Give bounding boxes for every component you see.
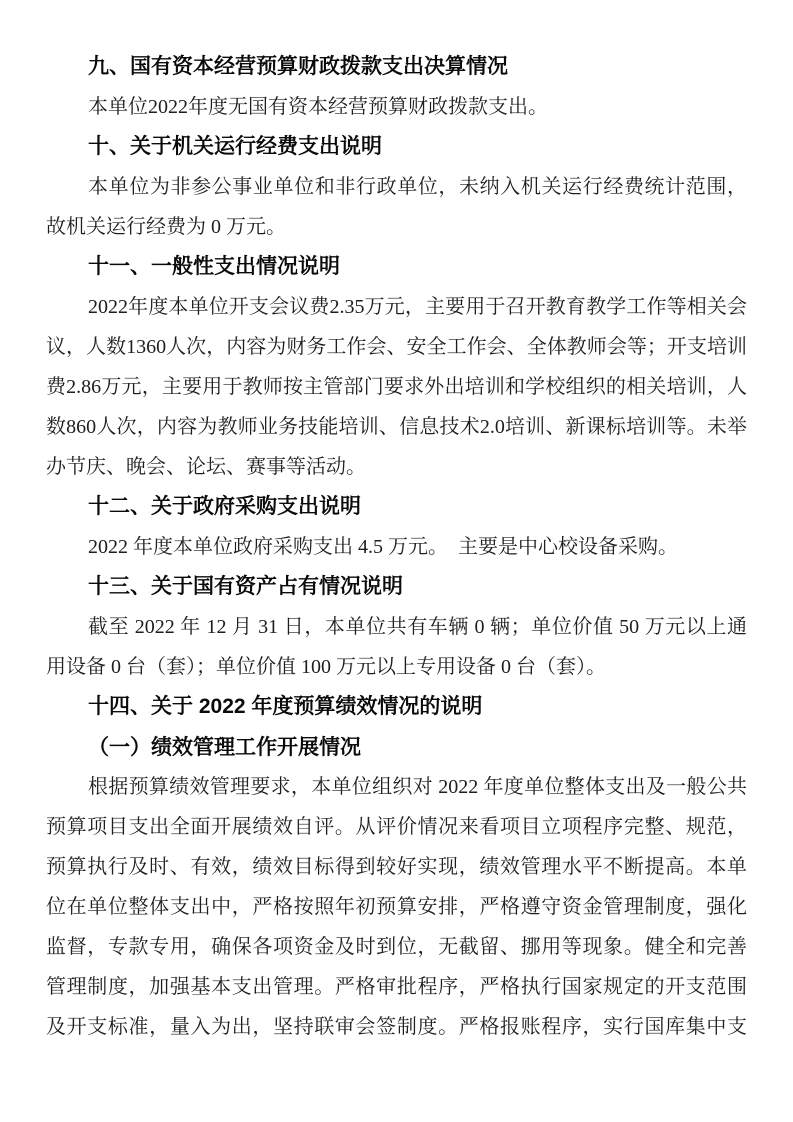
paragraph-line: 故机关运行经费为 0 万元。	[46, 216, 286, 238]
heading-section-13: 十三、关于国有资产占有情况说明	[88, 575, 403, 598]
paragraph-line: 2022 年度本单位政府采购支出 4.5 万元。 主要是中心校设备采购。	[88, 536, 678, 558]
paragraph-line: 位在单位整体支出中，严格按照年初预算安排，严格遵守资金管理制度，强化	[46, 896, 747, 918]
document-content	[46, 47, 747, 1047]
paragraph-line: 办节庆、晚会、论坛、赛事等活动。	[46, 456, 366, 478]
paragraph-line: 监督，专款专用，确保各项资金及时到位，无截留、挪用等现象。健全和完善	[46, 936, 747, 958]
heading-section-9: 九、国有资本经营预算财政拨款支出决算情况	[88, 55, 508, 78]
paragraph-line: 根据预算绩效管理要求，本单位组织对 2022 年度单位整体支出及一般公共	[88, 776, 747, 798]
heading-section-12: 十二、关于政府采购支出说明	[88, 495, 361, 518]
paragraph-line: 管理制度，加强基本支出管理。严格审批程序，严格执行国家规定的开支范围	[46, 976, 747, 998]
paragraph-line: 预算执行及时、有效，绩效目标得到较好实现，绩效管理水平不断提高。本单	[46, 856, 747, 878]
paragraph-line: 数860人次，内容为教师业务技能培训、信息技术2.0培训、新课标培训等。未举	[46, 416, 747, 438]
paragraph-line: 用设备 0 台（套）；单位价值 100 万元以上专用设备 0 台（套）。	[46, 656, 606, 678]
paragraph-line: 2022年度本单位开支会议费2.35万元，主要用于召开教育教学工作等相关会	[88, 296, 747, 318]
heading-section-14: 十四、关于 2022 年度预算绩效情况的说明	[88, 695, 483, 718]
paragraph-line: 预算项目支出全面开展绩效自评。从评价情况来看项目立项程序完整、规范，	[46, 816, 747, 838]
paragraph-line: 及开支标准，量入为出，坚持联审会签制度。严格报账程序，实行国库集中支	[46, 1016, 747, 1038]
heading-section-11: 十一、一般性支出情况说明	[88, 255, 340, 278]
paragraph-line: 费2.86万元，主要用于教师按主管部门要求外出培训和学校组织的相关培训，人	[46, 376, 747, 398]
paragraph-line: 截至 2022 年 12 月 31 日，本单位共有车辆 0 辆；单位价值 50 万元以上通	[88, 616, 747, 638]
paragraph-line: 议，人数1360人次，内容为财务工作会、安全工作会、全体教师会等；开支培训	[46, 336, 747, 358]
paragraph-line: 本单位2022年度无国有资本经营预算财政拨款支出。	[88, 96, 548, 118]
subheading-performance: （一）绩效管理工作开展情况	[88, 735, 361, 759]
heading-section-10: 十、关于机关运行经费支出说明	[88, 135, 382, 158]
paragraph-line: 本单位为非参公事业单位和非行政单位，未纳入机关运行经费统计范围，	[88, 176, 747, 198]
